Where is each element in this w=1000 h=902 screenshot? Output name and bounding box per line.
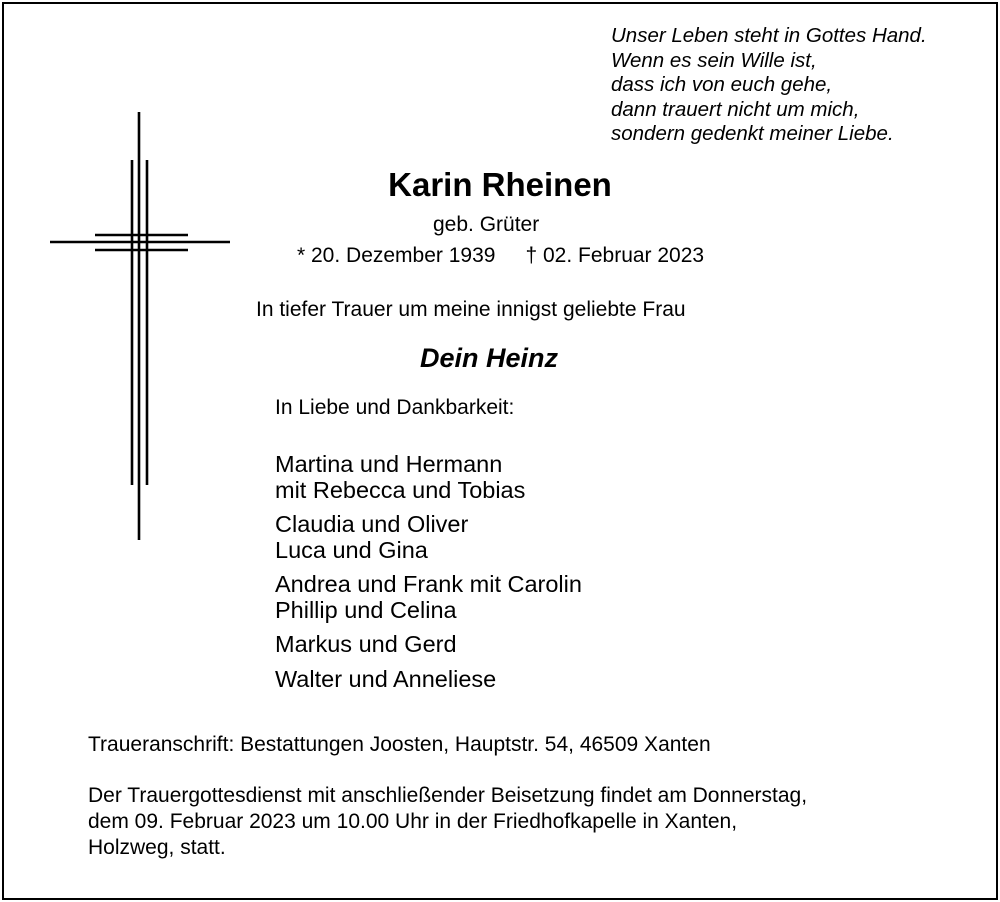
- family-list: [275, 452, 582, 701]
- family-line: Walter und Anneliese: [275, 665, 497, 692]
- service-line: Holzweg, statt.: [88, 836, 226, 859]
- life-dates: [297, 244, 704, 268]
- grief-line: In tiefer Trauer um meine innigst geliebte Frau: [256, 298, 686, 321]
- family-line: Phillip und Celina: [275, 596, 457, 623]
- birth-date: * 20. Dezember 1939: [297, 244, 496, 267]
- poem-line: sondern gedenkt meiner Liebe.: [611, 122, 894, 145]
- family-line: Andrea und Frank mit Carolin: [275, 571, 582, 597]
- mourning-address: Traueranschrift: Bestattungen Joosten, Hauptstr. 54, 46509 Xanten: [88, 733, 711, 756]
- family-group: [275, 452, 582, 503]
- family-group: [275, 632, 582, 658]
- family-line: mit Rebecca und Tobias: [275, 476, 526, 503]
- service-line: dem 09. Februar 2023 um 10.00 Uhr in der Friedhofkapelle in Xanten,: [88, 810, 738, 833]
- family-line: Markus und Gerd: [275, 631, 457, 657]
- family-group: [275, 512, 582, 563]
- family-line: Claudia und Oliver: [275, 511, 469, 537]
- service-info: [88, 783, 807, 861]
- poem-line: dann trauert nicht um mich,: [611, 97, 860, 121]
- family-line: Luca und Gina: [275, 536, 428, 563]
- deceased-name: Karin Rheinen: [388, 166, 612, 203]
- family-group: [275, 572, 582, 623]
- poem: [611, 24, 971, 147]
- family-line: Martina und Hermann: [275, 451, 503, 477]
- family-group: [275, 667, 582, 693]
- poem-line: Unser Leben steht in Gottes Hand.: [611, 24, 927, 47]
- thanks-line: In Liebe und Dankbarkeit:: [275, 396, 515, 419]
- birth-name: geb. Grüter: [433, 213, 540, 236]
- poem-line: Wenn es sein Wille ist,: [611, 48, 817, 72]
- service-line: Der Trauergottesdienst mit anschließender Beisetzung findet am Donnerstag,: [88, 784, 808, 807]
- death-date: † 02. Februar 2023: [525, 244, 705, 267]
- signer-name: Dein Heinz: [420, 343, 559, 373]
- poem-line: dass ich von euch gehe,: [611, 73, 833, 96]
